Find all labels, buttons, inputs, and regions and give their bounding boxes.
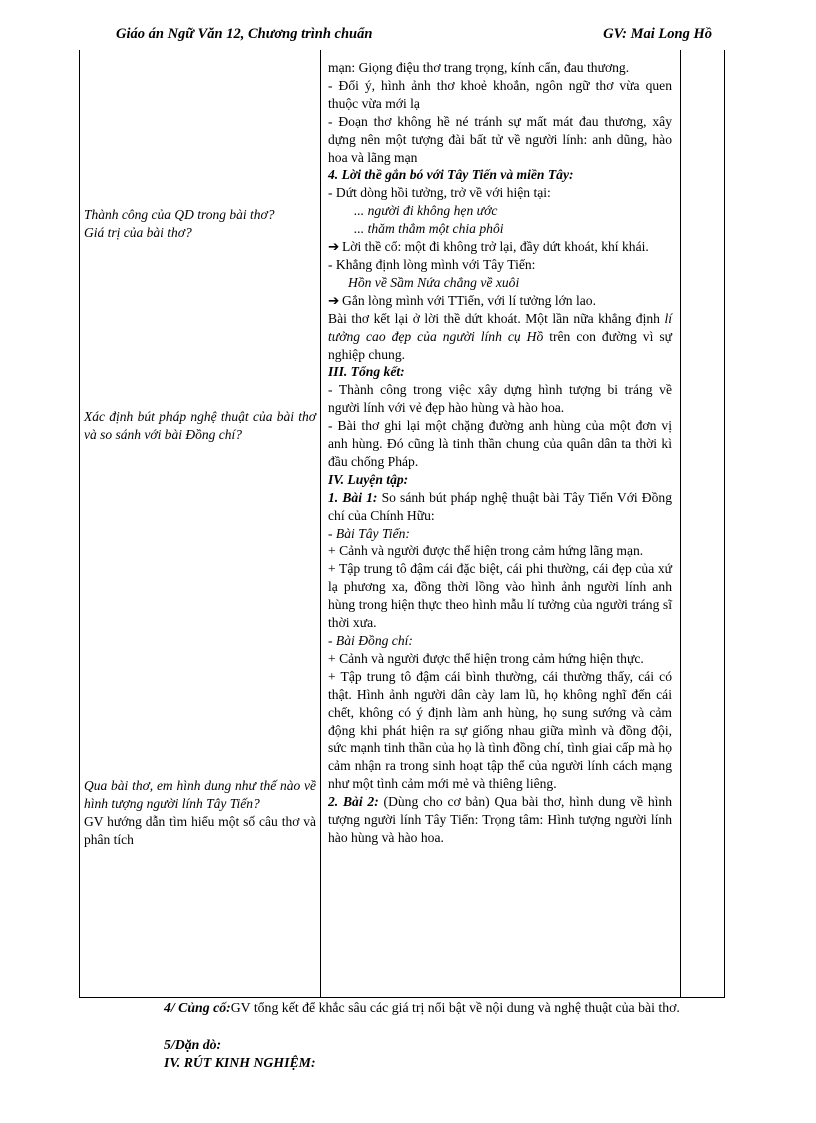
verse-2: ... thăm thẳm một chia phôi [354,221,504,237]
exercise-1: 1. Bài 1: So sánh bút pháp nghệ thuật bài Tây Tiến Với Đồng chí của Chính Hữu: [328,489,672,523]
question-value: Giá trị của bài thơ? [84,225,192,240]
page-header [116,26,712,46]
consolidation-text: GV tổng kết để khắc sâu các giá trị nổi bật về nội dung và nghệ thuật của bài thơ. [230,1000,680,1015]
text-realistic: + Cảnh và người được thể hiện trong cảm hứng hiện thực. [328,650,644,666]
arrow-right-icon: ➔ [328,239,340,255]
text-oath-line: ➔ Lời thề cổ: một đi không trở lại, đầy dứt khoát, khí khái. [328,239,649,255]
left-note-2 [84,408,316,444]
footer-consolidation [116,999,736,1017]
consolidation-label: 4/ Củng cố: [164,1000,231,1015]
table-border-bottom [79,997,725,998]
text-romantic: + Cảnh và người được thể hiện trong cảm hứng lãng mạn. [328,543,644,559]
text-tone: mạn: Giọng điệu thơ trang trọng, kính cẩn, đau thương. [328,60,630,75]
text-ideal-line: ➔ Gắn lòng mình với TTiến, với lí tưởng lớn lao. [328,292,597,308]
heading-oath: 4. Lời thề gắn bó với Tây Tiến và miền Tây: [328,167,574,183]
header-course-title: Giáo án Ngữ Văn 12, Chương trình chuẩn [116,26,373,42]
text-summary-1: - Thành công trong việc xây dựng hình tượng bi tráng về người lính với vẻ đẹp hào hùng và hào hoa. [328,382,672,416]
heading-practice: IV. Luyện tập: [328,471,409,487]
table-divider-1 [320,50,321,998]
text-extraordinary: + Tập trung tô đậm cái đặc biệt, cái phi thường, cái đẹp của xứ lạ phương xa, đồng thời lồng vào hình ảnh người lính anh hùng trong hiện thực theo hình mẫu lí tưởng của người tráng sĩ thời xưa. [328,561,672,631]
main-content [328,59,672,847]
verse-3: Hồn về Sầm Nứa chẳng về xuôi [348,274,520,290]
text-affirm: - Khẳng định lòng mình với Tây Tiến: [328,256,536,272]
heading-summary: III. Tổng kết: [328,364,405,380]
table-divider-2 [680,50,681,998]
footer-homework: 5/Dặn dò: [164,1037,222,1052]
question-art: Xác định bút pháp nghệ thuật của bài thơ và so sánh với bài Đồng chí? [84,409,316,442]
left-note-3 [84,777,316,849]
question-soldier-image: Qua bài thơ, em hình dung như thế nào về hình tượng người lính Tây Tiến? [84,778,316,811]
teacher-guidance: GV hướng dẫn tìm hiểu một số câu thơ và phân tích [84,814,316,847]
subheading-tay-tien: - Bài Tây Tiến: [328,525,410,541]
subheading-dong-chi: - Bài Đồng chí: [328,633,413,648]
table-border-right [724,50,725,998]
text-conclusion: Bài thơ kết lại ở lời thề dứt khoát. Một lần nữa khẳng định lí tưởng cao đẹp của người lính cụ Hồ trên con đường vì sự nghiệp chung. [328,310,672,362]
left-note-1 [84,206,316,242]
text-summary-2: - Bài thơ ghi lại một chặng đường anh hùng của một đơn vị anh hùng. Đó cũng là tinh thần chung của quân dân ta thời kì đầu chống Pháp. [328,418,672,469]
text-ordinary: + Tập trung tô đậm cái bình thường, cái thường thấy, cái có thật. Hình ảnh người dân cày lam lũ, họ không nghĩ đến cái chết, không có ý định làm anh hùng, họ sung sướng và cảm động khi phát hiện ra sự giống nhau giữa mình và đồng đội, sức mạnh tinh thần của họ là tình đồng chí, tình giai cấp mà họ cảm nhận ra trong sinh hoạt tập thể của người lính cách mạng như một tình cảm mới mẻ và thiêng liêng. [328,668,672,792]
text-contrast: - Đối ý, hình ảnh thơ khoẻ khoắn, ngôn ngữ thơ vừa quen thuộc vừa mới lạ [328,77,672,111]
header-teacher: GV: Mai Long Hồ [603,26,712,42]
footer-lessons-learned: IV. RÚT KINH NGHIỆM: [164,1055,316,1070]
exercise-2: 2. Bài 2: (Dùng cho cơ bản) Qua bài thơ, hình dung về hình tượng người lính Tây Tiến: Trọng tâm: Hình tượng người lính hào hùng và hào hoa. [328,794,672,845]
question-success: Thành công của QD trong bài thơ? [84,207,275,222]
arrow-right-icon: ➔ [328,292,340,308]
text-monument: - Đoạn thơ không hề né tránh sự mất mát đau thương, xây dựng nên một tượng đài bất tử về người lính: anh dũng, hào hoa và lãng mạn [328,113,672,165]
verse-1: ... người đi không hẹn ước [354,203,498,219]
table-border-left [79,50,80,998]
text-present: - Dứt dòng hồi tưởng, trở về với hiện tại: [328,185,551,201]
